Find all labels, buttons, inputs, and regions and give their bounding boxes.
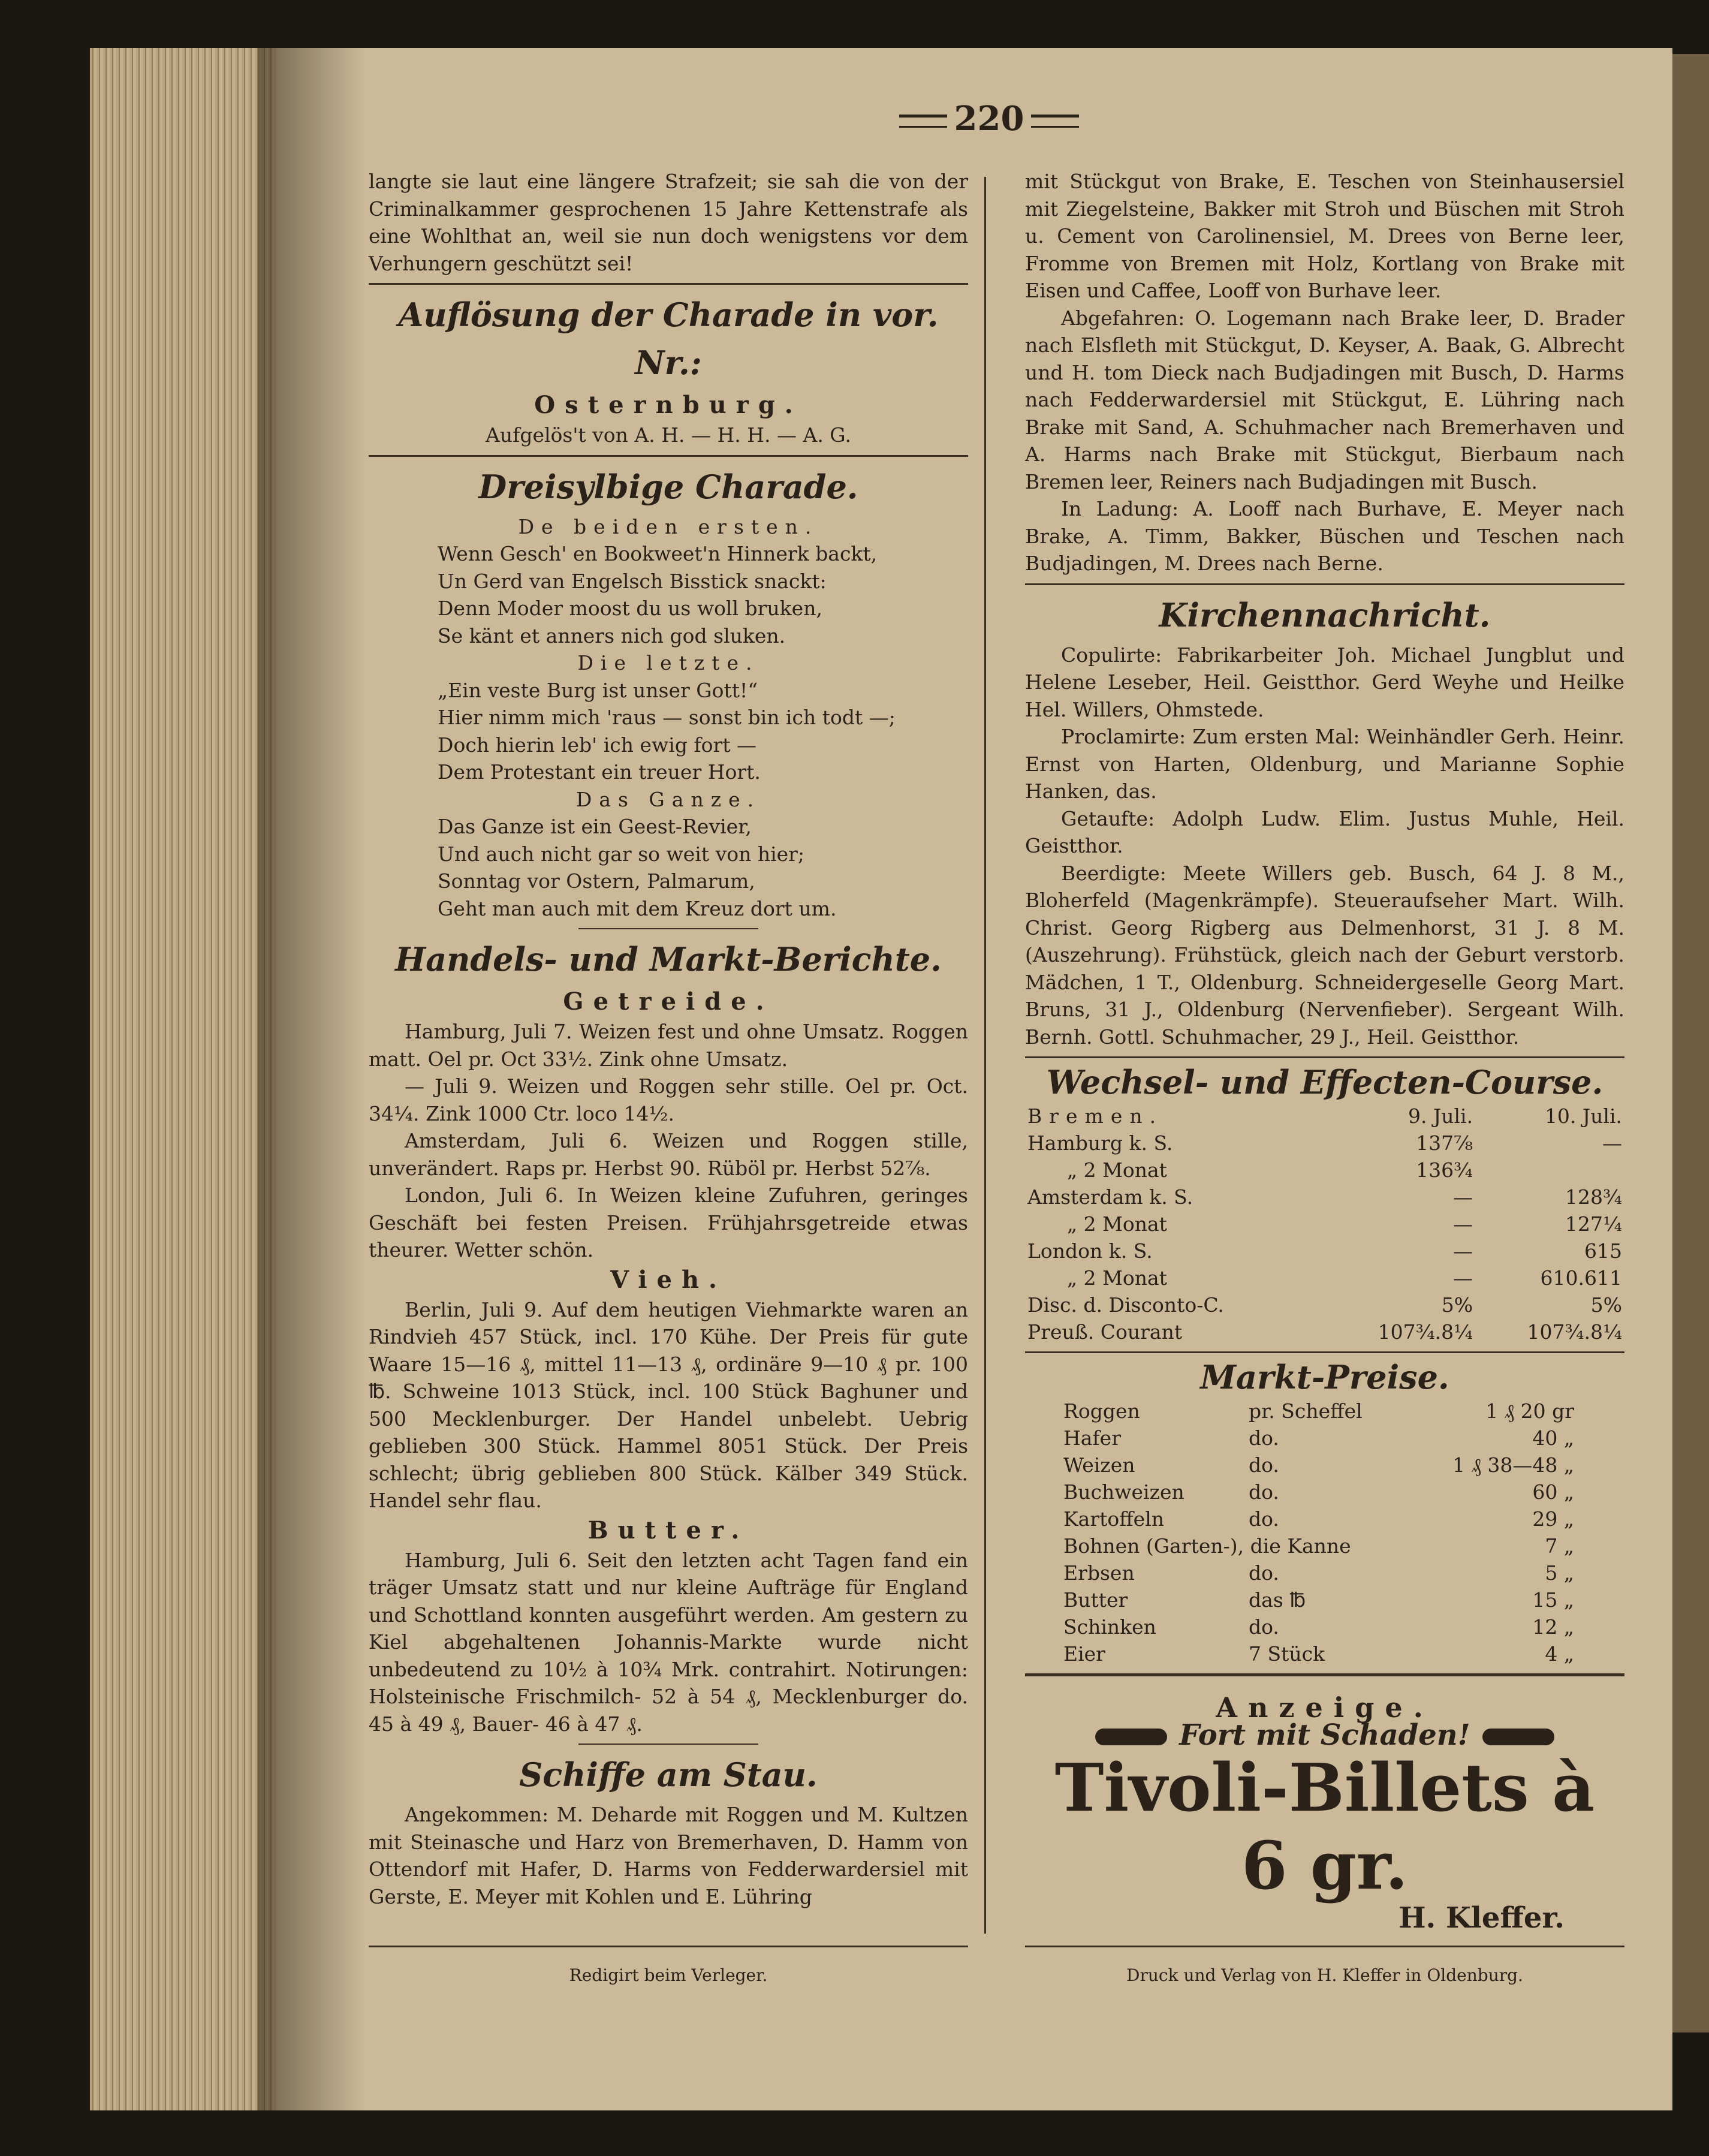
left-column <box>369 168 968 1910</box>
table-cell: do. <box>1249 1426 1279 1450</box>
table-row <box>1061 1586 1577 1613</box>
markt-table <box>1061 1398 1577 1667</box>
ladung-text: In Ladung: A. Looff nach Burhave, E. Meyer nach Brake, A. Timm, Bakker, Büschen und Teschen nach Budjadingen, M. Drees nach Berne. <box>1025 497 1624 575</box>
table-cell: — <box>1453 1239 1473 1263</box>
pointing-hand-icon <box>1095 1729 1167 1745</box>
verse-line: Und auch nicht gar so weit von hier; <box>438 842 805 866</box>
table-cell: 1 ₰ 38—48 „ <box>1452 1453 1574 1477</box>
charade-verse <box>369 813 968 922</box>
getaufte-text: Getaufte: Adolph Ludw. Elim. Justus Muhle, Heil. Geistthor. <box>1025 806 1624 857</box>
table-cell: 12 „ <box>1532 1615 1574 1639</box>
table-cell: 40 „ <box>1532 1426 1574 1450</box>
short-rule <box>578 1744 758 1745</box>
table-row <box>1025 1130 1624 1157</box>
table-cell: Amsterdam k. S. <box>1027 1185 1193 1209</box>
table-row <box>1061 1398 1577 1425</box>
handel-title: Handels- und Markt-Berichte. <box>395 940 942 978</box>
table-cell: 610.611 <box>1540 1266 1622 1290</box>
butter-heading: Butter. <box>587 1516 749 1544</box>
table-cell: do. <box>1249 1615 1279 1639</box>
table-cell: 137⅞ <box>1416 1131 1473 1155</box>
schiffe-text: Angekommen: M. Deharde mit Roggen und M. Kultzen mit Steinasche und Harz von Bremerhaven, D. Hamm von Ottendorf mit Hafer, D. Harms von Fedderwardersiel mit Gerste, E. Meyer mit Kohlen und E. Lühring <box>369 1803 968 1908</box>
table-cell: 127¼ <box>1565 1212 1622 1236</box>
aufloesung-word: Osternburg. <box>534 391 803 419</box>
table-cell: 5% <box>1590 1293 1622 1317</box>
next-page-edge <box>1672 54 1709 2032</box>
table-cell: 7 „ <box>1545 1534 1574 1558</box>
wechsel-table <box>1025 1103 1624 1345</box>
table-row <box>1061 1640 1577 1667</box>
charade-part-head: Das Ganze. <box>575 787 761 811</box>
table-cell: 7 Stück <box>1249 1642 1325 1666</box>
verse-line: Sonntag vor Ostern, Palmarum, <box>438 869 755 893</box>
table-cell: „ 2 Monat <box>1067 1212 1167 1236</box>
abgefahren-text: Abgefahren: O. Logemann nach Brake leer, D. Brader nach Elsfleth mit Stückgut, D. Keyser, A. Baak, G. Albrecht und H. tom Dieck nach Budjadingen mit Busch, D. Harms nach Fedderwardersiel mit Stückgut, E. Lühring nach Brake mit Sand, A. Schuhmacher nach Bremerhaven und A. Harms nach Brake mit Stückgut, Bierbaum nach Bremen leer, Reiners nach Budjadingen mit Busch. <box>1025 306 1624 493</box>
table-cell: 29 „ <box>1532 1507 1574 1531</box>
table-row <box>1061 1479 1577 1505</box>
charade-verse <box>369 677 968 786</box>
verse-line: Denn Moder moost du us woll bruken, <box>438 597 822 620</box>
table-cell: do. <box>1249 1561 1279 1585</box>
rule <box>369 283 968 285</box>
verse-line: Se känt et anners nich god sluken. <box>438 624 786 648</box>
table-cell: 128¾ <box>1565 1185 1622 1209</box>
table-cell: 1 ₰ 20 gr <box>1485 1399 1574 1423</box>
market-report: London, Juli 6. In Weizen kleine Zufuhren, geringes Geschäft bei festen Preisen. Frühjahrsgetreide etwas theurer. Wetter schön. <box>369 1184 968 1261</box>
anzeige-fort-line <box>1025 1718 1624 1752</box>
table-row <box>1025 1291 1624 1318</box>
proclamirte-text: Proclamirte: Zum ersten Mal: Weinhändler Gerh. Heinr. Ernst von Harten, Oldenburg, und Marianne Sophie Hanken, das. <box>1025 725 1624 803</box>
pointing-hand-icon <box>1482 1729 1554 1745</box>
table-cell: Buchweizen <box>1063 1480 1184 1504</box>
butter-report: Hamburg, Juli 6. Seit den letzten acht Tagen fand ein träger Umsatz statt und nur kleine Aufträge für England und Schottland konnten ausgeführt werden. Am gestern zu Kiel abgehaltenen Johannis-Markte wurde nicht unbedeutend zu 10½ à 10¾ Mrk. contrahirt. Notirungen: Holsteinische Frischmilch- 52 à 54 ₰, Mecklenburger do. 45 à 49 ₰, Bauer- 46 à 47 ₰. <box>369 1548 968 1736</box>
table-cell: Butter <box>1063 1588 1128 1612</box>
schiffe-title: Schiffe am Stau. <box>519 1755 818 1794</box>
table-cell: Weizen <box>1063 1453 1135 1477</box>
schiffe-continued: mit Stückgut von Brake, E. Teschen von Steinhausersiel mit Ziegelsteine, Bakker mit Stroh und Büschen mit Stroh u. Cement von Carolinensiel, M. Drees von Berne leer, Fromme von Bremen mit Holz, Kortlang von Brake mit Eisen und Caffee, Looff von Burhave leer. <box>1025 170 1624 302</box>
table-cell: Bohnen (Garten-), die Kanne <box>1063 1534 1351 1558</box>
verse-line: Wenn Gesch' en Bookweet'n Hinnerk backt, <box>438 542 878 565</box>
table-cell: — <box>1453 1212 1473 1236</box>
table-cell: Schinken <box>1063 1615 1156 1639</box>
verse-line: Das Ganze ist ein Geest-Revier, <box>438 815 752 838</box>
kirchen-title: Kirchennachricht. <box>1159 595 1491 634</box>
table-cell <box>1475 1157 1624 1184</box>
table-cell: 15 „ <box>1532 1588 1574 1612</box>
tivoli-ad: Tivoli-Billets à 6 gr. <box>1054 1749 1595 1904</box>
table-row <box>1025 1211 1624 1237</box>
ornament-right <box>1031 115 1079 128</box>
table-header-cell: 10. Juli. <box>1544 1104 1622 1128</box>
table-header-cell: Bremen. <box>1027 1104 1164 1128</box>
ornament-left <box>899 115 947 128</box>
rule <box>1025 1351 1624 1353</box>
verse-line: Dem Protestant ein treuer Hort. <box>438 760 761 784</box>
right-column <box>1025 168 1624 1935</box>
market-report: Amsterdam, Juli 6. Weizen und Roggen stille, unverändert. Raps pr. Herbst 90. Rüböl pr. Herbst 52⅞. <box>369 1129 968 1180</box>
intro-text: langte sie laut eine längere Strafzeit; sie sah die von der Criminalkammer gesprochenen 15 Jahre Kettenstrafe als eine Wohlthat an, weil sie nun doch wenigstens vor dem Verhungern geschützt sei! <box>369 170 968 275</box>
table-cell: 136¾ <box>1416 1158 1473 1182</box>
page-number: 220 <box>954 99 1024 138</box>
table-cell: das ℔ <box>1249 1588 1306 1612</box>
charade-part-head: De beiden ersten. <box>518 514 819 538</box>
page-header <box>887 99 1091 138</box>
table-row <box>1025 1184 1624 1211</box>
table-cell: 107¾.8¼ <box>1378 1320 1473 1344</box>
verse-line: „Ein veste Burg ist unser Gott!“ <box>438 678 758 702</box>
market-report: Hamburg, Juli 7. Weizen fest und ohne Umsatz. Roggen matt. Oel pr. Oct 33½. Zink ohne Umsatz. <box>369 1020 968 1071</box>
left-footer: Redigirt beim Verleger. <box>369 1946 968 1985</box>
table-cell: — <box>1453 1266 1473 1290</box>
table-row <box>1025 1264 1624 1291</box>
table-cell: „ 2 Monat <box>1067 1158 1167 1182</box>
book-page-edges <box>90 48 276 2110</box>
table-row <box>1061 1613 1577 1640</box>
vieh-heading: Vieh. <box>610 1265 727 1294</box>
short-rule <box>578 928 758 929</box>
table-cell: London k. S. <box>1027 1239 1153 1263</box>
table-row <box>1025 1237 1624 1264</box>
table-row <box>1061 1532 1577 1559</box>
table-cell: Preuß. Courant <box>1027 1320 1183 1344</box>
table-cell: pr. Scheffel <box>1249 1399 1363 1423</box>
rule <box>1025 1673 1624 1676</box>
table-row <box>1025 1318 1624 1345</box>
table-header-cell: 9. Juli. <box>1408 1104 1473 1128</box>
verse-line: Geht man auch mit dem Kreuz dort um. <box>438 896 837 920</box>
table-cell: do. <box>1249 1453 1279 1477</box>
beerdigte-text: Beerdigte: Meete Willers geb. Busch, 64 J. 8 M., Bloherfeld (Magenkrämpfe). Steueraufseher Mart. Wilh. Christ. Georg Rigberg aus Delmenhorst, 31 J. 8 M. (Auszehrung). Frühstück, gleich nach der Geburt verstorb. Mädchen, 1 T., Oldenburg. Schneidergeselle Georg Mart. Bruns, 31 J., Oldenburg (Nervenfieber). Sergeant Wilh. Bernh. Gottl. Schuhmacher, 29 J., Heil. Geistthor. <box>1025 861 1624 1049</box>
table-cell: 5% <box>1441 1293 1473 1317</box>
fort-text: Fort mit Schaden! <box>1179 1718 1470 1752</box>
table-row <box>1061 1425 1577 1452</box>
verse-line: Hier nimm mich 'raus — sonst bin ich todt —; <box>438 706 896 729</box>
table-cell: Eier <box>1063 1642 1105 1666</box>
table-cell: Hafer <box>1063 1426 1121 1450</box>
table-cell: Kartoffeln <box>1063 1507 1165 1531</box>
table-cell: do. <box>1249 1480 1279 1504</box>
table-cell: Disc. d. Disconto-C. <box>1027 1293 1224 1317</box>
table-cell: 5 „ <box>1545 1561 1574 1585</box>
aufloesung-solvers: Aufgelös't von A. H. — H. H. — A. G. <box>486 423 851 447</box>
gutter-shadow <box>258 48 366 2110</box>
anzeige-heading: Anzeige. <box>1216 1691 1434 1724</box>
copulirte-text: Copulirte: Fabrikarbeiter Joh. Michael Jungblut und Helene Leseber, Heil. Geistthor. Gerd Weyhe und Heilke Hel. Willers, Ohmstede. <box>1025 643 1624 721</box>
rule <box>369 455 968 457</box>
charade-title: Dreisylbige Charade. <box>478 467 858 506</box>
charade-part-head: Die letzte. <box>577 651 759 674</box>
table-cell: 4 „ <box>1545 1642 1574 1666</box>
column-divider <box>984 177 986 1934</box>
table-cell: „ 2 Monat <box>1067 1266 1167 1290</box>
table-cell: 615 <box>1584 1239 1622 1263</box>
market-report: — Juli 9. Weizen und Roggen sehr stille. Oel pr. Oct. 34¼. Zink 1000 Ctr. loco 14½. <box>369 1074 968 1125</box>
table-cell: Roggen <box>1063 1399 1140 1423</box>
table-row <box>1025 1157 1624 1184</box>
table-row <box>1061 1452 1577 1479</box>
rule <box>1025 583 1624 585</box>
table-cell: 107¾.8¼ <box>1527 1320 1622 1344</box>
wechsel-title: Wechsel- und Effecten-Course. <box>1046 1063 1603 1101</box>
charade-verse <box>369 540 968 649</box>
table-cell: Hamburg k. S. <box>1027 1131 1173 1155</box>
table-cell: — <box>1453 1185 1473 1209</box>
advertiser-name: H. Kleffer. <box>1398 1901 1565 1935</box>
table-cell: do. <box>1249 1507 1279 1531</box>
table-row <box>1061 1559 1577 1586</box>
verse-line: Un Gerd van Engelsch Bisstick snackt: <box>438 569 827 593</box>
rule <box>1025 1056 1624 1058</box>
table-cell: — <box>1602 1131 1622 1155</box>
aufloesung-title: Auflösung der Charade in vor. Nr.: <box>398 296 939 382</box>
table-cell: Erbsen <box>1063 1561 1135 1585</box>
getreide-heading: Getreide. <box>563 987 774 1016</box>
verse-line: Doch hierin leb' ich ewig fort — <box>438 733 757 757</box>
markt-title: Markt-Preise. <box>1200 1358 1449 1396</box>
vieh-report: Berlin, Juli 9. Auf dem heutigen Viehmarkte waren an Rindvieh 457 Stück, incl. 170 Kühe. Der Preis für gute Waare 15—16 ₰, mittel 11—13 ₰, ordinäre 9—10 ₰ pr. 100 ℔. Schweine 1013 Stück, incl. 100 Stück Baghuner und 500 Mecklenburger. Der Handel unbelebt. Uebrig geblieben 300 Stück. Hammel 8051 Stück. Der Preis schlecht; übrig geblieben 800 Stück. Kälber 349 Stück. Handel sehr flau. <box>369 1297 968 1512</box>
table-header-row <box>1025 1103 1624 1130</box>
right-footer: Druck und Verlag von H. Kleffer in Oldenburg. <box>1025 1946 1624 1985</box>
table-row <box>1061 1505 1577 1532</box>
table-cell: 60 „ <box>1532 1480 1574 1504</box>
